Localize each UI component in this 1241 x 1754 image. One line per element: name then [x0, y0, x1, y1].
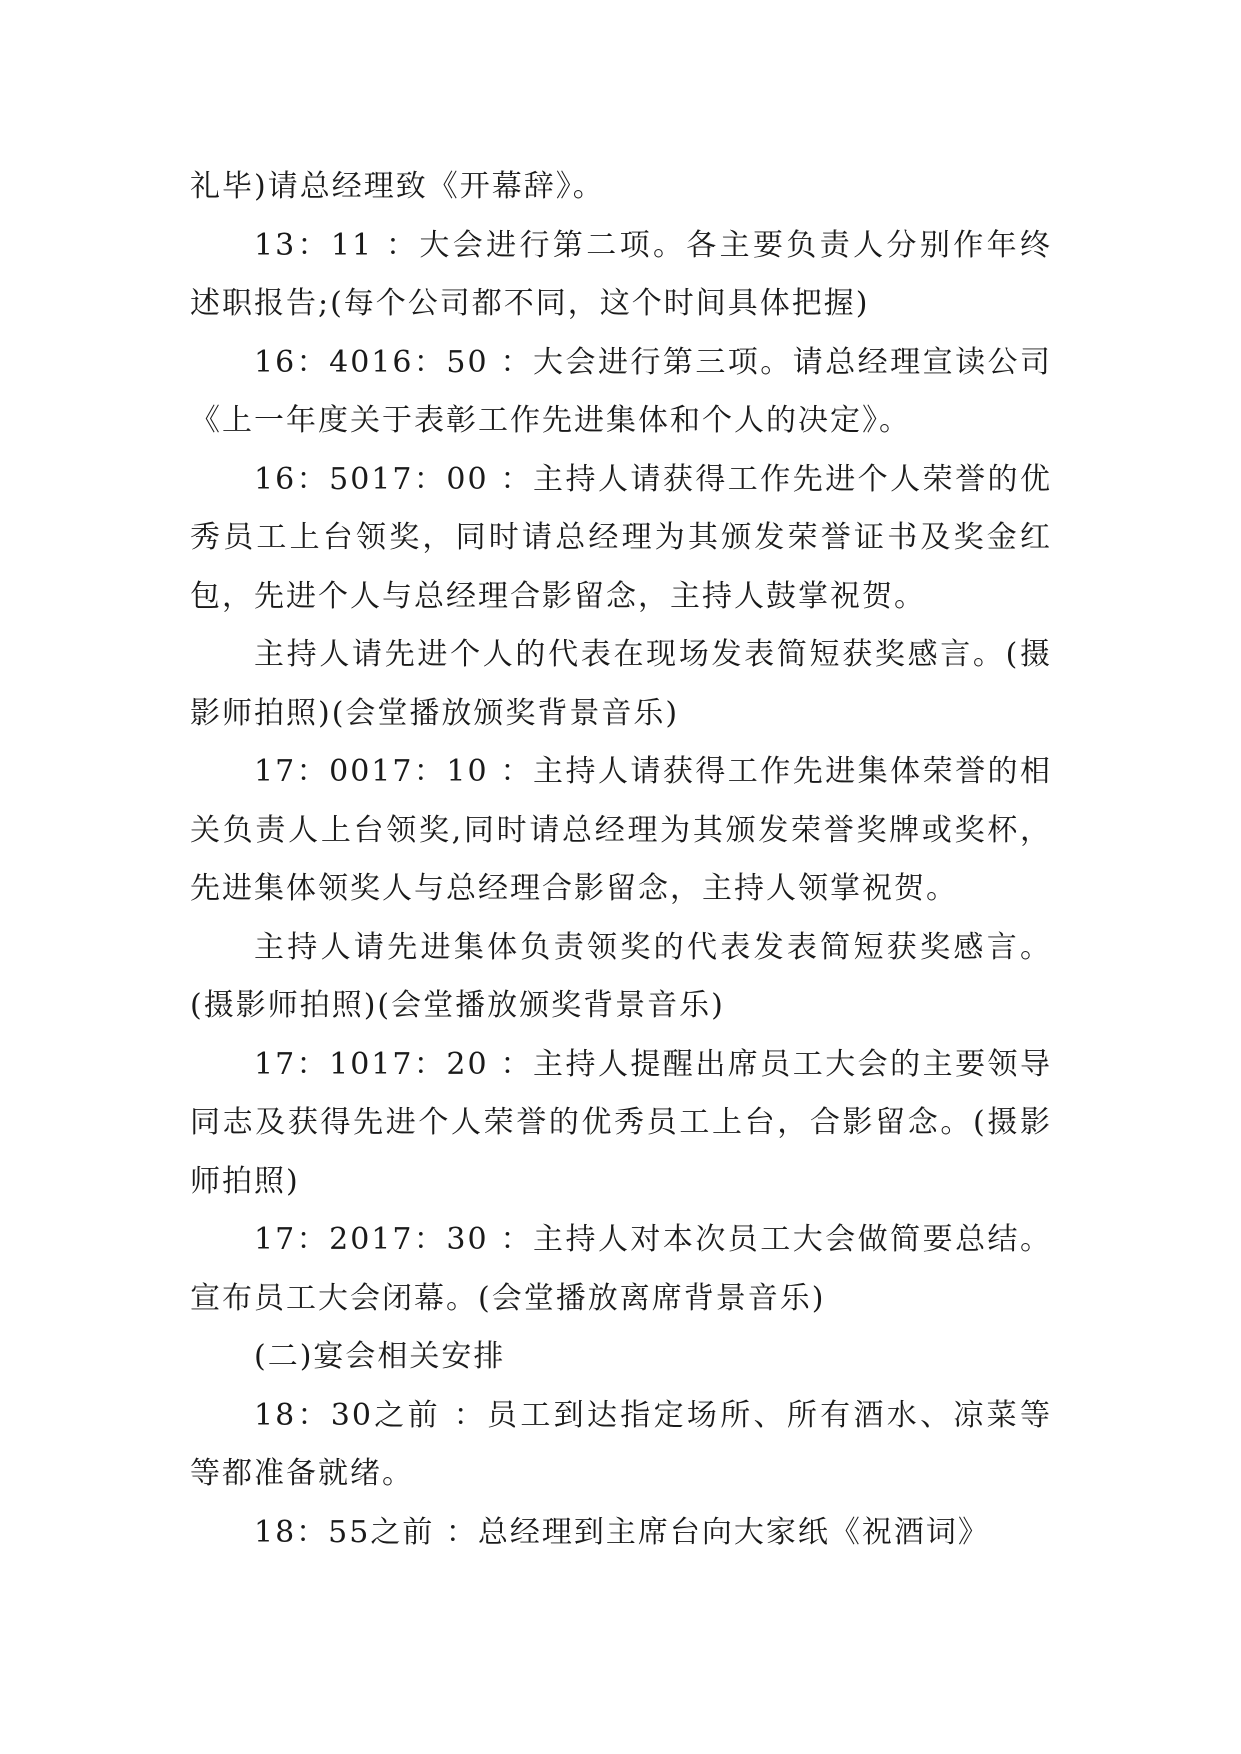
paragraph-collective-awards: 17：0017：10 ：主持人请获得工作先进集体荣誉的相关负责人上台领奖,同时请总经理为其颁发荣誉奖牌或奖杯，先进集体领奖人与总经理合影留念，主持人领掌祝贺。 — [190, 754, 1052, 906]
paragraph-banquet-prep: 18：30之前 ：员工到达指定场所、所有酒水、凉菜等等都准备就绪。 — [190, 1397, 1052, 1491]
paragraph-agenda-item-3: 16：4016：50 ：大会进行第三项。请总经理宣读公司《上一年度关于表彰工作先进集体和个人的决定》。 — [190, 344, 1052, 438]
paragraph-group-photo: 17：1017：20 ：主持人提醒出席员工大会的主要领导同志及获得先进个人荣誉的优秀员工上台，合影留念。(摄影师拍照) — [190, 1046, 1052, 1199]
document-page — [190, 158, 1052, 1562]
paragraph-collective-speech: 主持人请先进集体负责领奖的代表发表简短获奖感言。(摄影师拍照)(会堂播放颁奖背景音乐) — [190, 929, 1052, 1023]
paragraph-closing: 17：2017：30 ：主持人对本次员工大会做简要总结。宣布员工大会闭幕。(会堂播放离席背景音乐) — [190, 1222, 1052, 1316]
paragraph-opening-speech: 礼毕)请总经理致《开幕辞》。 — [190, 169, 605, 204]
section-heading-banquet: (二)宴会相关安排 — [254, 1339, 506, 1374]
paragraph-individual-speech: 主持人请先进个人的代表在现场发表简短获奖感言。(摄影师拍照)(会堂播放颁奖背景音乐) — [190, 637, 1052, 731]
paragraph-toast: 18：55之前 ：总经理到主席台向大家纸《祝酒词》 — [254, 1514, 990, 1550]
paragraph-agenda-item-2: 13：11 ：大会进行第二项。各主要负责人分别作年终述职报告;(每个公司都不同，这个时间具体把握) — [190, 227, 1052, 321]
paragraph-individual-awards: 16：5017：00 ：主持人请获得工作先进个人荣誉的优秀员工上台领奖，同时请总经理为其颁发荣誉证书及奖金红包，先进个人与总经理合影留念，主持人鼓掌祝贺。 — [190, 461, 1052, 614]
